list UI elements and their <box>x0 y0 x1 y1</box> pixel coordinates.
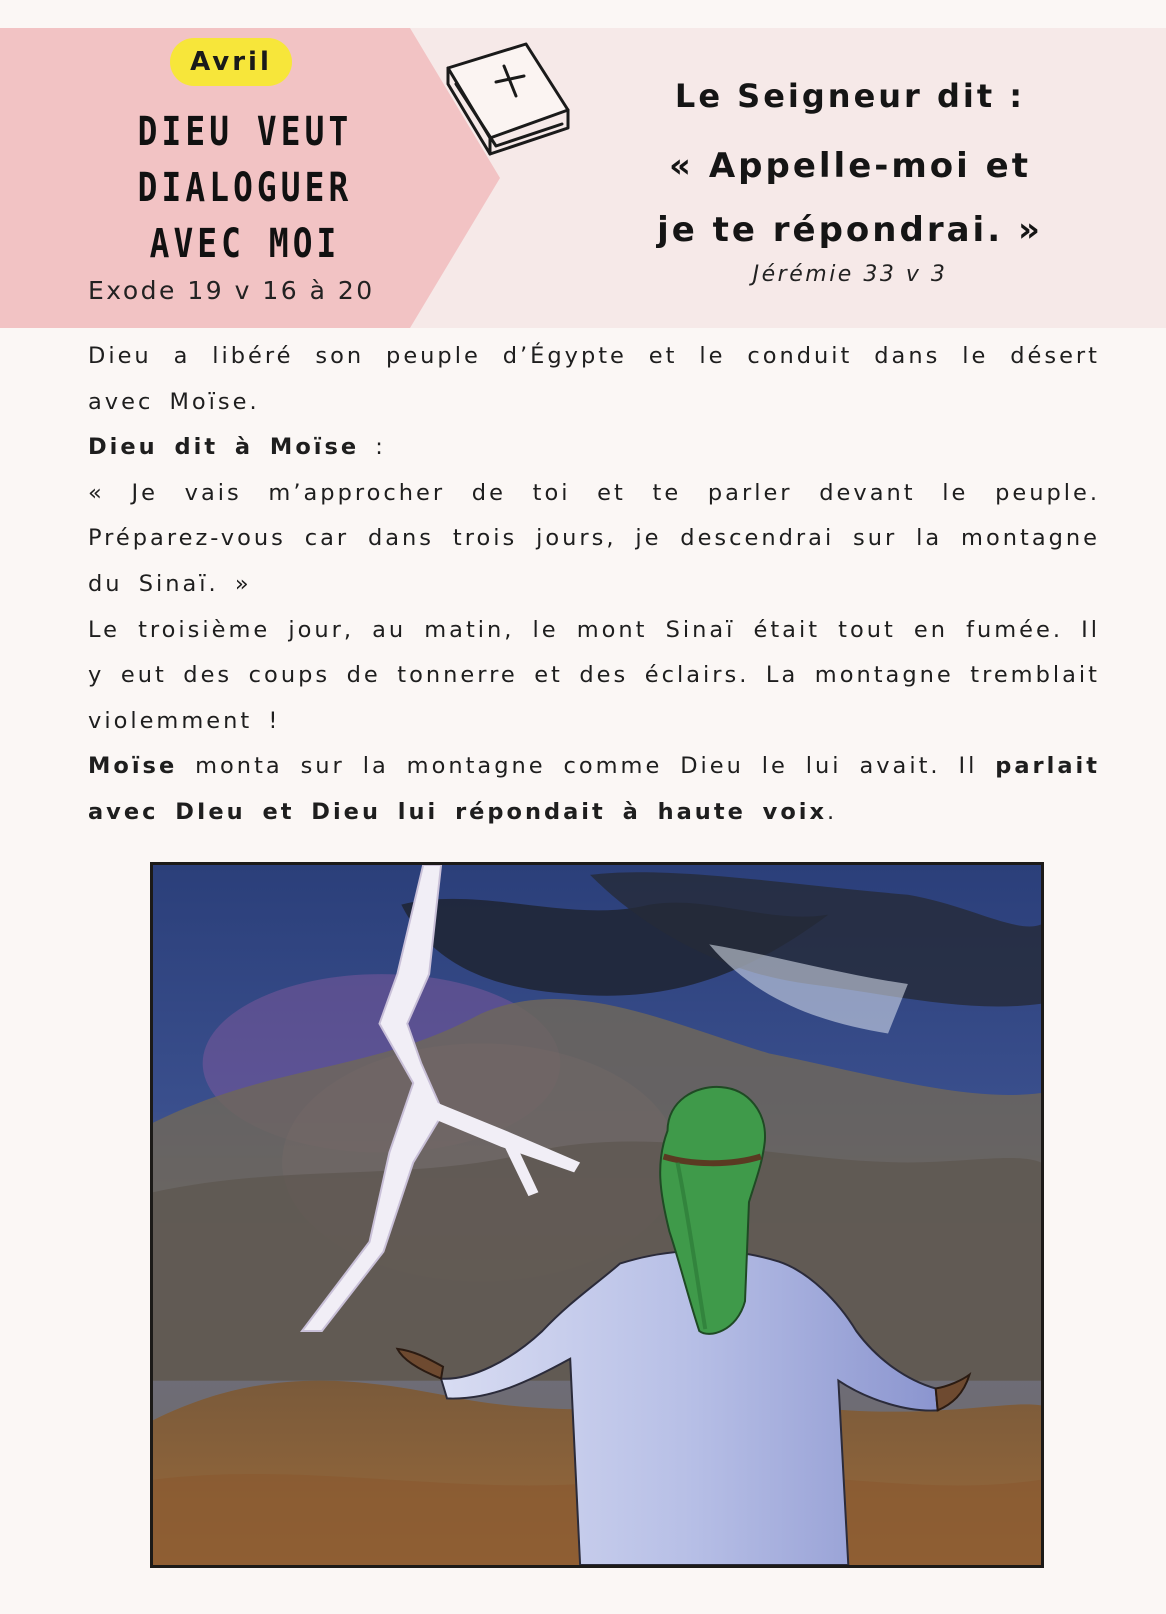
story-text-span: . <box>827 798 838 825</box>
story-text-span: : <box>359 434 386 461</box>
story-paragraph: Dieu a libéré son peuple d’Égypte et le conduit dans le désert avec Moïse. <box>88 343 1100 415</box>
story-bold: parlait avec DIeu et Dieu lui répondait à haute voix <box>88 753 1100 825</box>
key-verse <box>620 134 1080 262</box>
story-paragraph <box>88 425 1100 471</box>
verse-reference: Jérémie 33 v 3 <box>752 262 948 287</box>
moses-sinai-illustration <box>150 862 1044 1568</box>
key-verse-line: je te répondrai. » <box>657 210 1043 250</box>
story-bold: Moïse <box>88 753 178 780</box>
story-paragraph <box>88 744 1100 835</box>
reading-reference: Exode 19 v 16 à 20 <box>88 276 375 305</box>
verse-intro: Le Seigneur dit : <box>674 77 1026 115</box>
bible-icon <box>444 38 584 156</box>
lesson-title-line: AVEC MOI <box>149 221 341 267</box>
lesson-title <box>93 104 396 272</box>
story-paragraph: « Je vais m’approcher de toi et te parler devant le peuple. Préparez-vous car dans trois jours, je descendrai sur la montagne du Sinaï. » <box>88 479 1100 597</box>
lesson-title-line: DIEU VEUT <box>137 109 353 155</box>
story-text <box>88 334 1100 836</box>
story-bold: Dieu dit à Moïse <box>88 434 360 461</box>
story-text-span: monta sur la montagne comme Dieu le lui avait. Il <box>177 753 996 780</box>
key-verse-line: « Appelle-moi et <box>669 146 1031 186</box>
lesson-title-line: DIALOGUER <box>137 165 353 211</box>
month-badge: Avril <box>170 38 292 86</box>
story-paragraph: Le troisième jour, au matin, le mont Sinaï était tout en fumée. Il y eut des coups de tonnerre et des éclairs. La montagne tremblait violemment ! <box>88 616 1100 734</box>
